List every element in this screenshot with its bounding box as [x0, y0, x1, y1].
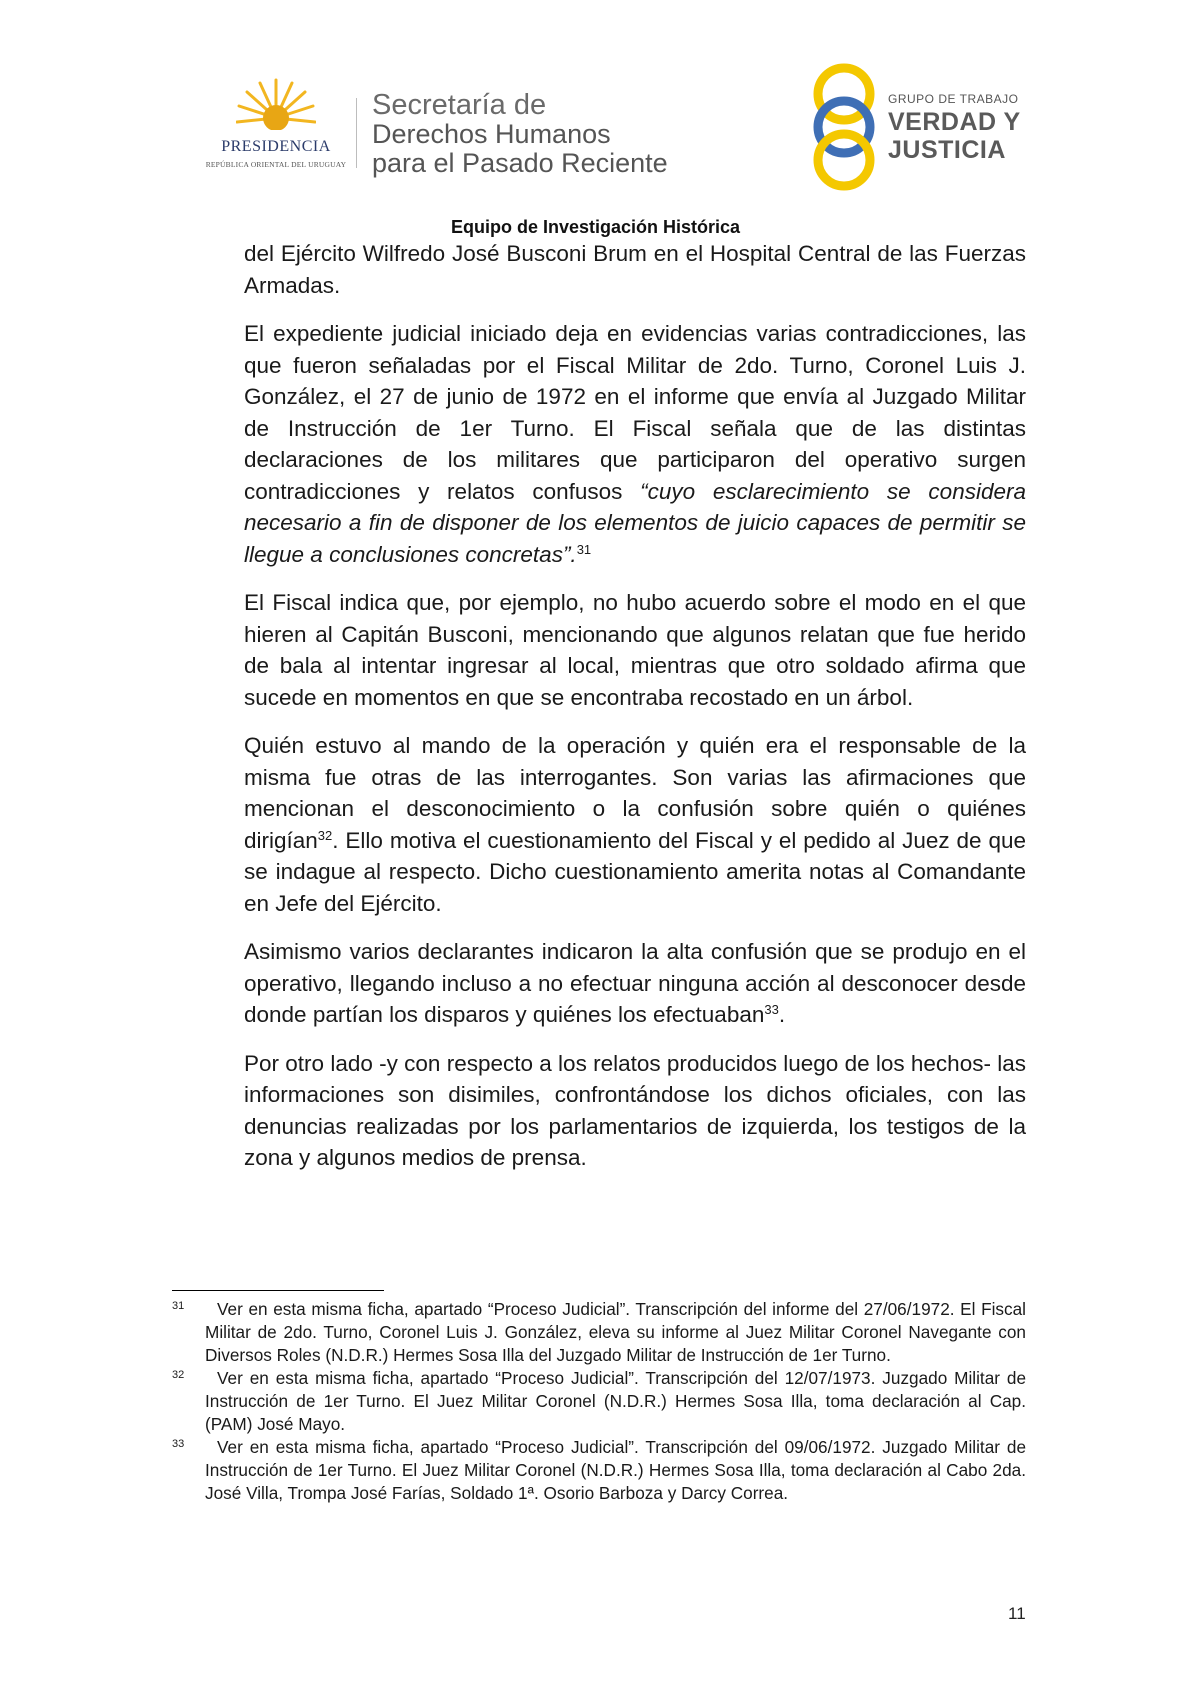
quote-text: “cuyo esclarecimiento se considera necesario a fin de disponer de los elementos de juicio capaces de permitir se llegue a conclusiones concretas”. [244, 478, 1026, 567]
paragraph-5-text-b: . [778, 1002, 786, 1027]
secretaria-line-2: Derechos Humanos [372, 119, 611, 150]
secretaria-line-1: Secretaría de [372, 89, 547, 121]
footnote-number: 31 [172, 1300, 185, 1312]
footnote-text: Ver en esta misma ficha, apartado “Proceso Judicial”. Transcripción del 12/07/1973. Juzgado Militar de Instrucción de 1er Turno. El Juez Militar Coronel (N.D.R.) Hermes Sosa Illa, toma declaración al Cap. (PAM) José Mayo. [205, 1368, 1026, 1434]
paragraph-4-text-a: Quién estuvo al mando de la operación y quién era el responsable de la misma fue otras de las interrogantes. Son varias las afirmaciones que mencionan el desconocimiento o la confusión sobre quién o quiénes dirigían [244, 733, 1026, 853]
interlocked-rings-icon [808, 62, 880, 192]
presidencia-logo [196, 78, 356, 178]
gtvj-top-label: GRUPO DE TRABAJO [888, 92, 1019, 106]
presidencia-sublabel: REPÚBLICA ORIENTAL DEL URUGUAY [205, 160, 347, 169]
document-body [244, 238, 1026, 1191]
paragraph-2-text: El expediente judicial iniciado deja en evidencias varias contradicciones, las que fueron señaladas por el Fiscal Militar de 2do. Turno, Coronel Luis J. González, el 27 de junio de 1972 en el informe que envía al Juzgado Militar de Instrucción de 1er Turno. El Fiscal señala que de las distintas declaraciones de los militares que participaron del operativo surgen contradicciones y relatos confusos [244, 321, 1026, 504]
footnote-number: 32 [172, 1369, 185, 1381]
paragraph-3: El Fiscal indica que, por ejemplo, no hubo acuerdo sobre el modo en el que hieren al Capitán Busconi, mencionando que algunos relatan que fue herido de bala al intentar ingresar al local, mientras que otro soldado afirma que sucede en momentos en que se encontraba recostado en un árbol. [244, 590, 1026, 710]
paragraph-1: del Ejército Wilfredo José Busconi Brum en el Hospital Central de las Fuerzas Armadas. [244, 241, 1026, 298]
secretaria-line-3: para el Pasado Reciente [372, 147, 668, 178]
footnote-31 [172, 1298, 1026, 1367]
footnote-32 [172, 1367, 1026, 1436]
footnotes [172, 1298, 1026, 1505]
paragraph-4-text-b: . Ello motiva el cuestionamiento del Fiscal y el pedido al Juez de que se indague al respecto. Dicho cuestionamiento amerita notas al Comandante en Jefe del Ejército. [244, 827, 1026, 916]
footnote-33 [172, 1436, 1026, 1505]
footnote-number: 33 [172, 1438, 185, 1450]
footnote-ref-31[interactable]: 31 [576, 541, 592, 557]
grupo-trabajo-logo [808, 62, 1028, 192]
team-title: Equipo de Investigación Histórica [450, 217, 741, 237]
page-number: 11 [1008, 1604, 1026, 1623]
gtvj-line-1: VERDAD Y [888, 108, 1021, 136]
header-divider [356, 98, 357, 168]
paragraph-5 [244, 936, 1026, 1031]
paragraph-2 [244, 318, 1026, 570]
sun-emblem-icon [236, 78, 316, 138]
footnote-ref-33[interactable]: 33 [764, 1002, 779, 1017]
secretaria-logo-text [372, 90, 668, 177]
footnote-ref-32[interactable]: 32 [317, 827, 333, 843]
footnote-text: Ver en esta misma ficha, apartado “Proceso Judicial”. Transcripción del 09/06/1972. Juzgado Militar de Instrucción de 1er Turno. El Juez Militar Coronel (N.D.R.) Hermes Sosa Illa, toma declaración al Cabo 2da. José Villa, Trompa José Farías, Soldado 1ª. Osorio Barboza y Darcy Correa. [205, 1437, 1026, 1503]
paragraph-5-text-a: Asimismo varios declarantes indicaron la alta confusión que se produjo en el operativo, llegando incluso a no efectuar ninguna acción al desconocer desde donde partían los disparos y quiénes los efectuaban [244, 939, 1026, 1027]
paragraph-6: Por otro lado -y con respecto a los relatos producidos luego de los hechos- las informaciones son disimiles, confrontándose los dichos oficiales, con las denuncias realizadas por los parlamentarios de izquierda, los testigos de la zona y algunos medios de prensa. [244, 1050, 1026, 1170]
presidencia-label: PRESIDENCIA [221, 138, 331, 155]
footnote-separator [172, 1290, 384, 1291]
paragraph-4 [244, 730, 1026, 919]
gtvj-line-2: JUSTICIA [888, 136, 1006, 164]
footnote-text: Ver en esta misma ficha, apartado “Proceso Judicial”. Transcripción del informe del 27/06/1972. El Fiscal Militar de 2do. Turno, Coronel Luis J. González, eleva su informe al Juez Militar Coronel Navegante con Diversos Roles (N.D.R.) Hermes Sosa Illa del Juzgado Militar de Instrucción de 1er Turno. [205, 1299, 1026, 1365]
page-header [0, 0, 1191, 215]
